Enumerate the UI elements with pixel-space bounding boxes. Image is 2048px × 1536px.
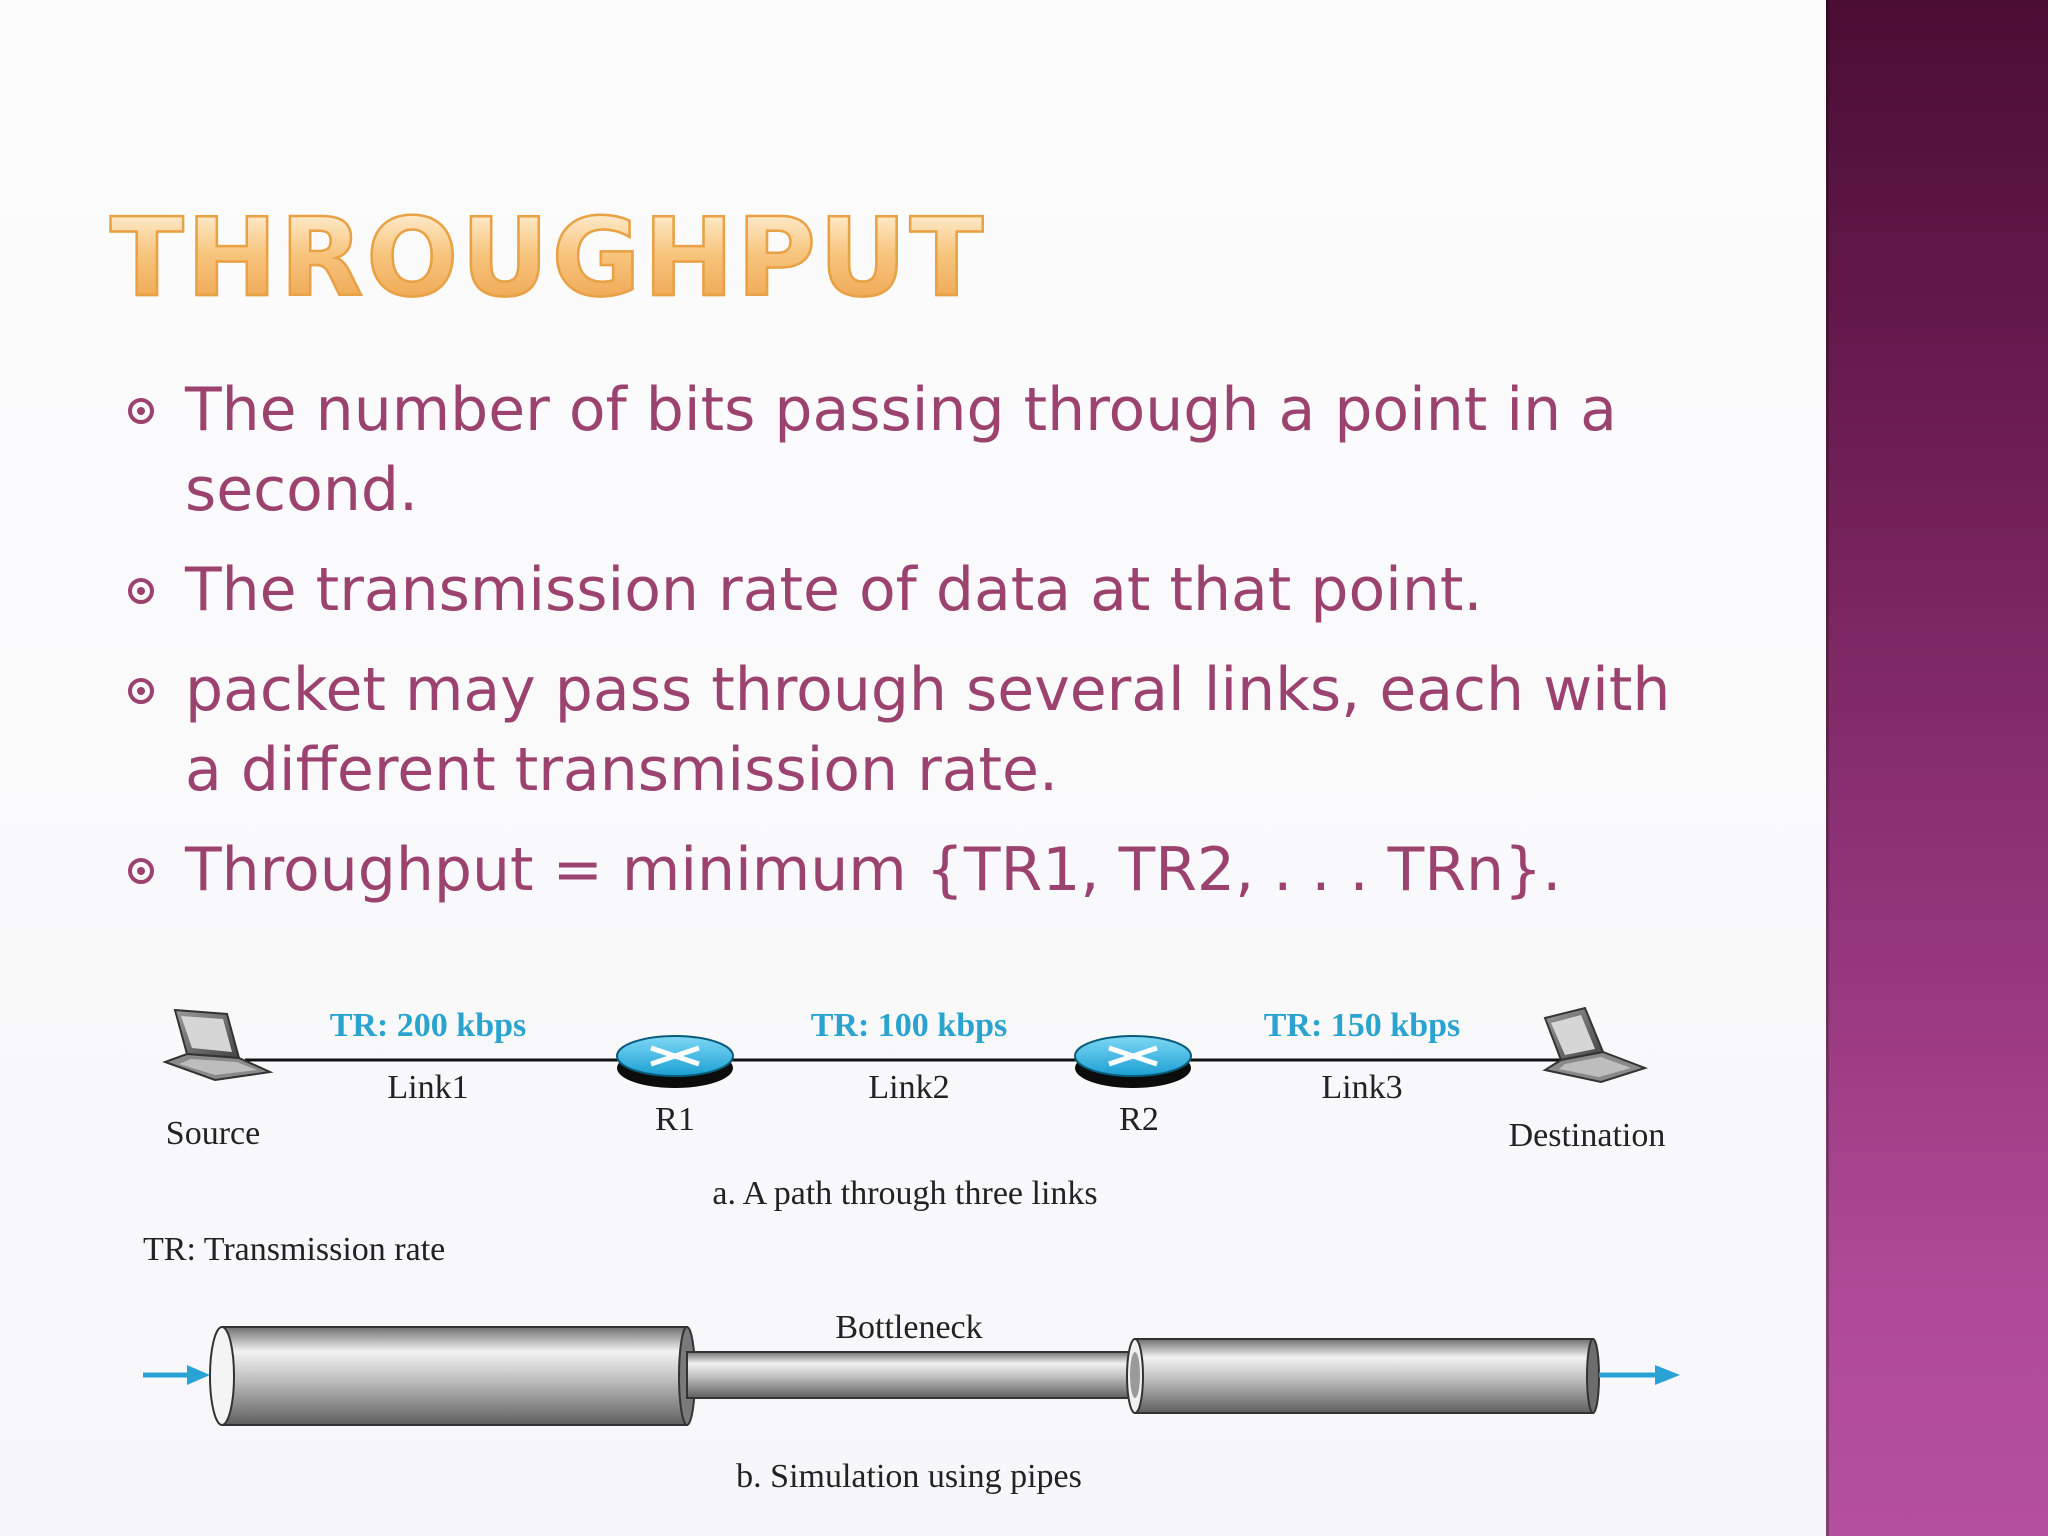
destination-laptop-icon [1545,1008,1645,1082]
decorative-sidebar [1826,0,2048,1536]
bullet-item [120,650,1720,810]
link3-rate: TR: 150 kbps [1263,1007,1461,1044]
bullet-item [120,550,1720,630]
destination-label: Destination [1508,1117,1666,1154]
source-laptop-icon [165,1010,270,1080]
bullet-icon [128,398,154,424]
link2-rate: TR: 100 kbps [810,1007,1008,1044]
bottleneck-label: Bottleneck [835,1309,983,1346]
source-label: Source [165,1115,261,1152]
link1-label: Link1 [387,1069,469,1106]
bullet-list [120,370,1720,930]
throughput-figure [115,960,1815,1520]
bullet-icon [128,578,154,604]
bullet-text: The number of bits passing through a point in a second. [185,375,1617,525]
bullet-text: The transmission rate of data at that point. [185,555,1483,625]
bullet-icon [128,678,154,704]
link1-rate: TR: 200 kbps [329,1007,527,1044]
outflow-arrow-icon [1599,1365,1680,1385]
figure-caption-b: b. Simulation using pipes [736,1458,1082,1495]
legend-text: TR: Transmission rate [143,1231,446,1268]
inflow-arrow-icon [143,1365,210,1385]
wide-pipe-2 [1135,1339,1593,1413]
bullet-item [120,370,1720,530]
wide-pipe-1 [222,1327,687,1425]
bottleneck-pipe [687,1352,1135,1398]
router-r1-label: R1 [655,1101,695,1138]
bullet-icon [128,858,154,884]
router-r1-icon [617,1036,733,1088]
link3-label: Link3 [1321,1069,1403,1106]
bullet-text: packet may pass through several links, each with a different transmission rate. [185,655,1671,805]
slide-title: THROUGHPUT [110,196,987,321]
figure-caption-a: a. A path through three links [712,1175,1098,1212]
router-r2-label: R2 [1119,1101,1159,1138]
bullet-item [120,830,1720,910]
router-r2-icon [1075,1036,1191,1088]
link2-label: Link2 [868,1069,950,1106]
bullet-text: Throughput = minimum {TR1, TR2, . . . TRn}. [185,835,1562,905]
